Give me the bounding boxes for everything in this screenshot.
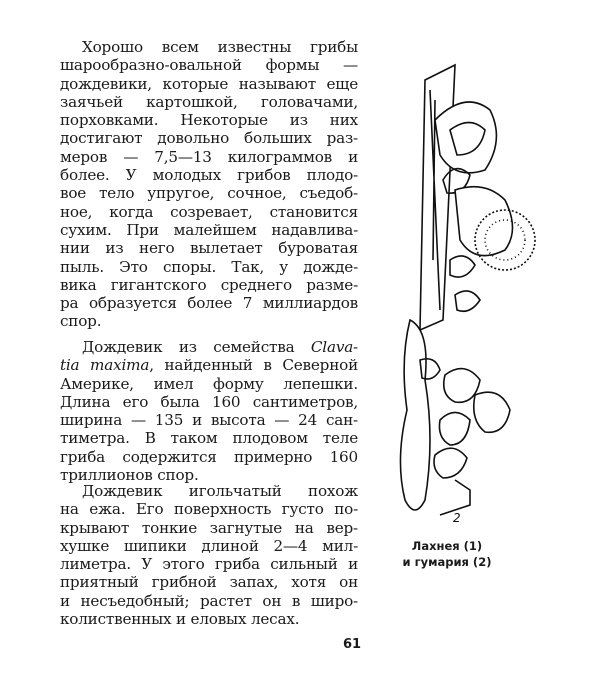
line-text: спор. [60, 312, 102, 331]
line-text: триллионов спор. [60, 466, 199, 485]
line-text: хушке шипики длиной 2—4 мил- [60, 536, 358, 555]
text-line [60, 93, 358, 111]
line-text: на ежа. Его поверхность густо по- [60, 500, 358, 519]
line-text: ное, когда созревает, становится [60, 202, 358, 221]
text-line [60, 500, 358, 518]
line-text: порховками. Некоторые из них [60, 111, 358, 130]
line-text: колиственных и еловых лесах. [60, 610, 300, 629]
text-line [60, 448, 358, 466]
text-line [60, 258, 358, 276]
text-line [60, 429, 358, 447]
text-line [60, 312, 358, 330]
caption-line-2: и гумария (2) [402, 555, 492, 569]
figure-caption [392, 538, 502, 570]
text-line [60, 75, 358, 93]
text-line [60, 356, 358, 374]
line-text: Америке, имел форму лепешки. [60, 374, 358, 393]
text-line [60, 592, 358, 610]
line-text: Хорошо всем известны грибы [82, 38, 358, 56]
italic-latin-name: Clava- [310, 338, 358, 356]
line-text: , найденный в Северной [149, 356, 358, 375]
line-text: тиметра. В таком плодовом теле [60, 429, 358, 448]
text-line [60, 610, 358, 628]
text-line [60, 276, 358, 294]
text-line [60, 294, 358, 312]
text-line [60, 482, 358, 500]
text-line [60, 519, 358, 537]
text-line [60, 221, 358, 239]
line-text: лиметра. У этого гриба сильный и [60, 555, 358, 574]
italic-latin-name: tia maxima [60, 356, 150, 375]
line-text: Дождевик из семейства [82, 338, 311, 356]
text-line [60, 166, 358, 184]
line-text: ра образуется более 7 миллиардов [60, 294, 358, 313]
line-text: приятный грибной запах, хотя он [60, 573, 358, 592]
text-line [60, 111, 358, 129]
text-line [60, 411, 358, 429]
line-text: дождевики, которые называют еще [60, 74, 358, 93]
page-number: 61 [343, 637, 362, 652]
text-line [60, 573, 358, 591]
line-text: Длина его была 160 сантиметров, [60, 392, 358, 411]
line-text: крывают тонкие загнутые на вер- [60, 518, 358, 537]
text-line [60, 338, 358, 356]
line-text: шарообразно-овальной формы — [60, 56, 358, 75]
line-text: ширина — 135 и высота — 24 сан- [60, 411, 358, 430]
text-line [60, 129, 358, 147]
line-text: сухим. При малейшем надавлива- [60, 220, 358, 239]
text-line [60, 203, 358, 221]
text-line [60, 375, 358, 393]
line-text: вое тело упругое, сочное, съедоб- [60, 184, 358, 203]
line-text: заячьей картошкой, головачами, [60, 92, 358, 111]
paragraph-2 [60, 338, 358, 484]
line-text: меров — 7,5—13 килограммов и [60, 147, 358, 166]
paragraph-3 [60, 482, 358, 628]
line-text: достигают довольно больших раз- [60, 129, 358, 148]
line-text: вика гигантского среднего разме- [60, 275, 358, 294]
line-text: нии из него вылетает буроватая [60, 239, 358, 258]
text-line [60, 239, 358, 257]
text-line [60, 555, 358, 573]
line-text: Дождевик игольчатый похож [82, 482, 358, 500]
line-text: гриба содержится примерно 160 [60, 447, 358, 466]
text-line [60, 148, 358, 166]
figure-label-2: 2 [453, 511, 461, 525]
text-line [60, 393, 358, 411]
line-text: более. У молодых грибов плодо- [60, 166, 358, 185]
line-text: и несъедобный; растет он в широ- [60, 591, 358, 610]
text-line [60, 537, 358, 555]
line-text: пыль. Это споры. Так, у дожде- [60, 257, 358, 276]
mushroom-illustration [395, 60, 545, 530]
caption-line-1: Лахнея (1) [411, 539, 483, 553]
text-line [60, 38, 358, 56]
text-line [60, 184, 358, 202]
text-line [60, 56, 358, 74]
paragraph-1 [60, 38, 358, 331]
